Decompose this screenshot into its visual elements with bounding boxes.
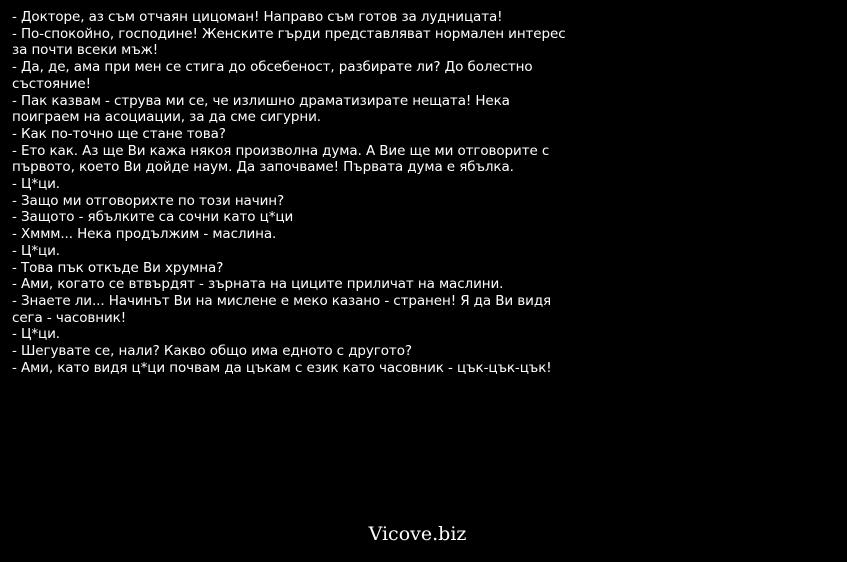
joke-line: - Шегувате се, нали? Какво общо има едното с другото? <box>12 343 412 360</box>
joke-line: - Пак казвам - струва ми се, че излишно драматизирате нещата! Нека поиграем на асоциации, за да сме сигурни. <box>12 92 510 126</box>
joke-line: - Хммм... Нека продължим - маслина. <box>12 226 277 243</box>
joke-line: - Как по-точно ще стане това? <box>12 125 226 142</box>
joke-line: - Ами, като видя ц*ци почвам да цъкам с език като часовник - цък-цък-цък! <box>12 359 552 376</box>
joke-line: - Да, де, ама при мен се стига до обсебеност, разбирате ли? До болестно състояние! <box>12 59 533 92</box>
joke-line: - Ами, когато се втвърдят - зърната на циците приличат на маслини. <box>12 276 504 293</box>
joke-line: - Докторе, аз съм отчаян цицоман! Направо съм готов за лудницата! <box>12 9 503 25</box>
joke-line: - Защото - ябълките са сочни като ц*ци <box>12 209 294 226</box>
joke-line: - Ц*ци. <box>12 242 60 259</box>
joke-line: - Защо ми отговорихте по този начин? <box>12 192 285 209</box>
joke-text <box>12 9 572 376</box>
joke-line: - Ето как. Аз ще Ви кажа някоя произволна дума. А Вие ще ми отговорите с първото, което Ви дойде наум. Да започваме! Първата дума е ябълка. <box>12 142 550 176</box>
joke-line: - По-спокойно, господине! Женските гърди представляват нормален интерес за почти всеки мъж! <box>12 25 566 59</box>
joke-line: - Това пък откъде Ви хрумна? <box>12 259 224 276</box>
site-watermark: Vicove.biz <box>368 523 467 545</box>
joke-line: - Ц*ци. <box>12 326 60 343</box>
joke-line: - Знаете ли... Начинът Ви на мислене е меко казано - странен! Я да Ви видя сега - часовник! <box>12 292 552 326</box>
joke-line: - Ц*ци. <box>12 176 60 193</box>
